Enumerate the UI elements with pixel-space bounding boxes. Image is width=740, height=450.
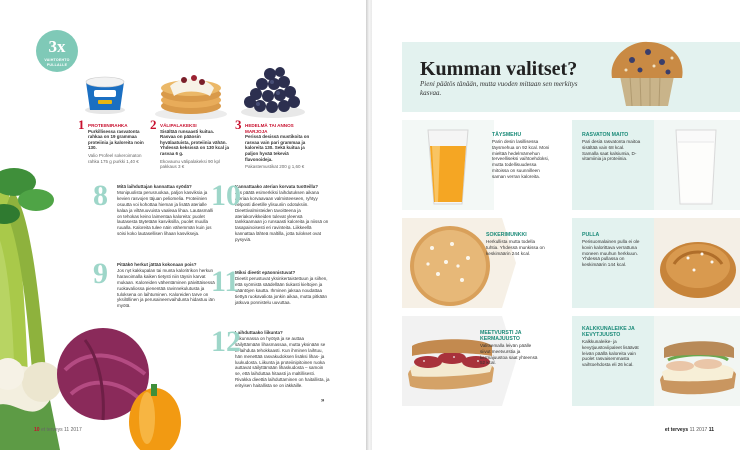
donut-heading: SOKERIMUNKKI [486, 232, 527, 238]
milk-text: Pari desiä rasvatonta maitoa sisältää vain 68 kcal. Samalla saat kalsiumia, D-vitamiinia ja proteiinia. [582, 139, 641, 162]
bun-label [582, 232, 646, 268]
sandwich-turkey-photo [654, 316, 740, 406]
juice-heading: TÄYSMEHU [492, 132, 522, 138]
product-title: VÄLIPALAKEKSI [160, 123, 197, 128]
donut-label [486, 232, 546, 256]
comparison-row-3 [402, 316, 740, 406]
juice-photo [402, 120, 494, 210]
qa-question: Pitääkö herkut jättää kokonaan pois? [117, 262, 197, 267]
muffin-image [602, 36, 692, 108]
turkey-text: Kalkkunaleike- ja kevytjuustoviipaleet lisäävät leivän päällä kaloreita vain puolet rasvaisemmasta vaihtoehdosta eli 26 kcal. [582, 339, 639, 368]
qa-number: 10 [211, 179, 241, 212]
salami-label [480, 330, 542, 366]
qa-number: 11 [211, 265, 240, 298]
qa-question: Miksi dieetit epäonnistuvat? [235, 270, 296, 275]
qa-number: 12 [211, 325, 241, 358]
product-note: Pakastemustikat 200 g 1,60 € [245, 164, 305, 170]
article-subtitle: Pieni päätös tänään, mutta vuoden mittaan sen merkitys kasvaa. [420, 80, 578, 97]
qa-item-12 [211, 325, 330, 389]
salami-text: Valitsemalla leivän päälle siivut meetvurstia ja kermajuustoa saat yhteensä 52 kcal. [480, 343, 538, 366]
blueberries-image [236, 62, 310, 120]
turkey-heading: KALKKUNALEIKE JA KEVYTJUUSTO [582, 326, 635, 338]
qa-item-10 [211, 179, 330, 243]
product-caption-2 [150, 117, 230, 170]
qa-answer: Jos nyt kakkupalan tai munta kaloritrikon herkun haravoimalla kaiken tietysti niin täysin karvat mukaan. Kaloreiden vähentäminen päivittäisessä ruokavaliossa pienentää ravinnekulutusta ja tuloksena on laihtuminen. Kaloreiden tarve on yksilöllinen ja perusaineenvaihdunta hidastuu iän myötä. [117, 267, 215, 309]
yogurt-image [80, 70, 130, 116]
salami-heading: MEETVURSTI JA KERMAJUUSTO [480, 330, 522, 342]
qa-item-9 [93, 257, 217, 309]
product-number: 2 [150, 117, 157, 132]
product-caption-3 [235, 117, 315, 170]
product-number: 1 [78, 117, 85, 132]
product-body: Purkillisessa rasvatonta rahkaa on 19 grammaa proteiinia ja kaloreita noin 130. [88, 128, 144, 151]
qa-item-8 [93, 179, 217, 237]
qa-question: Laihduttaako liikunta? [235, 330, 283, 335]
left-page-number: 10 [34, 427, 40, 433]
product-title: HEDELMÄ TAI ANNOS MARJOJA [245, 123, 294, 134]
badge-count: 3x [48, 37, 66, 56]
pancake-image [150, 66, 232, 122]
product-caption-1 [78, 117, 150, 164]
milk-photo [654, 120, 740, 210]
juice-label [492, 132, 552, 180]
product-note: Ekovaunu välipalakeksi 90 kpl pakkaus 3 € [160, 158, 221, 170]
product-body: Sisältää runsaasti kuitua. Rasvaa on pääosin hyvälaatuista, proteiinia vähän. Yhdessä keksissä on 130 kcal ja rasvaa 6 g. [160, 128, 230, 156]
bun-text: Perisuomalainen pulla ei ole kovin kalorittava verrattuna moneen muuhun herkkuun. Yhdessä pullassa on keskimäärin 144 kcal. [582, 239, 640, 268]
left-folio [34, 427, 82, 433]
product-title: PROTEIINIRAHKA [88, 123, 128, 128]
qa-question: Kannattaako aterian korvata tuotteilla? [235, 184, 319, 189]
left-folio-text: et terveys 11 2017 [40, 427, 82, 433]
alternative-badge [36, 30, 78, 72]
donut-text: Herkullista mutta todella tuhtia. Yhdessä munkissa on keskimäärin 244 kcal. [486, 239, 545, 256]
qa-answer: Jos päätä esimerkiksi laihdutuksen aikana ateriaa korvaavaan valmisteeseen, ryhtyy helposti dieetille ylisuuriin odotuksiin. Dieettivalmisteiden tavoitteena ja ateriakorvikkeiden tulevat yleensä tankkaamaan jo runsaasti kaloreita ja niissä on tasapainoisesti eri ravinteita. Liikkeellä kannattaa lähteä maltilla, jotta tulokset ovat pysyviä. [235, 189, 329, 243]
badge-text: VAIHTOEHTO PULLALLE [44, 58, 70, 67]
turkey-label [582, 326, 648, 368]
product-note: Valio Profeel sokeroimaton rahka 175 g purkki 1,40 € [88, 152, 142, 164]
bun-heading: PULLA [582, 232, 600, 238]
product-body: Perissä desissä mustikoita on rasvaa vain pari grammaa ja kaloreita 130. Sekä kuitua ja paljon hyvää tekeviä flavonoideja. [245, 134, 310, 162]
right-folio [665, 427, 714, 433]
right-folio-issue: 11 2017 [689, 427, 708, 433]
comparison-row-2 [402, 218, 740, 308]
continue-marker: » [321, 398, 325, 404]
qa-item-11 [211, 265, 330, 305]
milk-heading: RASVATON MAITO [582, 132, 629, 138]
right-page-number: 11 [708, 427, 714, 433]
article-title: Kumman valitset? [420, 58, 578, 80]
left-page [0, 0, 368, 450]
qa-number: 9 [93, 257, 108, 290]
right-page [372, 0, 740, 450]
juice-text: Parin desin lasillisessa täysmehua on 92 kcal. Moni mieltää hedelmämehun terveelliseksi vaihtoehdoksi, mutta todellisuudessa mitoissa on suunnilleen saman verran kaloreita. [492, 139, 550, 179]
right-folio-text: et terveys [664, 427, 689, 433]
qa-answer: Dieetit perustuvat yksinkertaistettuun ja siihen, että syömistä säädellään tiukasti kieltojen ja sääntöjen kautta. Ihminen jaksaa noudattaa tiettyä ruokavaliota jonkin aikaa, mutta pitkään jatkuva ponnistelu uuvuttaa. [235, 275, 328, 305]
milk-label [582, 132, 642, 162]
qa-answer: Monipuolista perusruokaa, paljon kasviksia ja kevien rasvojen täjuan peliomelia. Proteiinien osuutta voi kohottaa hieman ja lisätä aterialle kalaa ja viltäruuvuista vaaleaa lihaa. Lautasmalli on tehokas keino laimentaa kaloreita: puolet lautasesta täytetään kasviksilla, puolet muulla ruualla. Kaloreita tulee näin vähemmän kuin jos söisi koko lautasellisen lihaan kasvikseja. [117, 189, 214, 237]
qa-question: Mitä laihduttajan kannattaa syödä? [117, 184, 192, 189]
bun-photo [654, 218, 740, 308]
qa-answer: Liikunnassa on hyötyä ja se auttaa säilyttämään lihasmassaa, mutta yksinään se ei laihduta tehokkaasti. Kun ihminen laihtuu, hän menettää rasvakudoksen lisäksi lihas- ja luukudosta. Liikunta ja proteiinipitoinen ruoka auttavat säilyttämään lihaskudosta – samoin se, että laihduttaa hitaasti ja maltillisesti. Rivakka dieettiä laihduttaminen on haitallista, ja erityisen haitallista se on iäkkäille. [235, 335, 330, 389]
comparison-row-1 [402, 120, 740, 210]
product-number: 3 [235, 117, 242, 132]
qa-number: 8 [93, 179, 108, 212]
